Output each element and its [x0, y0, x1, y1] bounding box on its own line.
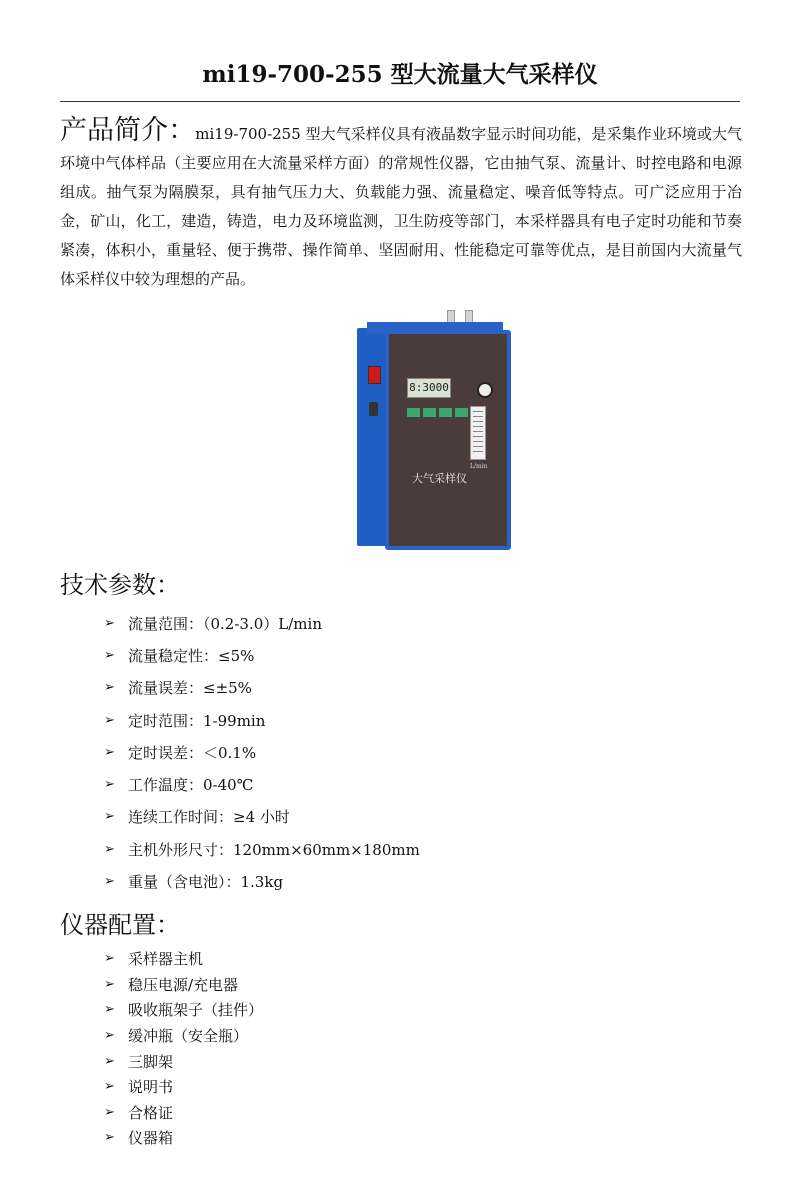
specs-list — [104, 607, 420, 898]
flow-unit: L/min — [470, 463, 488, 470]
bullet-arrow-icon: ➢ — [104, 841, 115, 857]
air-sampler-image — [357, 310, 507, 548]
spec-item: ➢ 流量范围：（0.2-3.0）L/min — [104, 614, 322, 633]
control-buttons — [407, 408, 468, 417]
device-button — [455, 408, 468, 417]
bullet-arrow-icon: ➢ — [104, 809, 115, 825]
config-item: ➢ 缓冲瓶（安全瓶） — [104, 1027, 249, 1046]
spec-item: ➢ 定时误差：＜0.1% — [104, 743, 257, 762]
bullet-arrow-icon: ➢ — [104, 951, 115, 967]
charging-port — [369, 402, 378, 416]
config-heading: 仪器配置： — [60, 911, 180, 939]
device-front-panel — [385, 330, 511, 550]
config-item: ➢ 吸收瓶架子（挂件） — [104, 1001, 264, 1020]
spec-item: ➢ 流量误差：≤±5% — [104, 679, 252, 698]
bullet-arrow-icon: ➢ — [104, 712, 115, 728]
bullet-arrow-icon: ➢ — [104, 874, 115, 890]
bullet-arrow-icon: ➢ — [104, 680, 115, 696]
config-item: ➢ 三脚架 — [104, 1052, 174, 1071]
bullet-arrow-icon: ➢ — [104, 1002, 115, 1018]
device-button — [423, 408, 436, 417]
bullet-arrow-icon: ➢ — [104, 976, 115, 992]
config-item: ➢ 说明书 — [104, 1078, 174, 1097]
config-item: ➢ 稳压电源/充电器 — [104, 975, 239, 994]
bullet-arrow-icon: ➢ — [104, 1028, 115, 1044]
config-list — [104, 946, 263, 1151]
device-button — [407, 408, 420, 417]
power-switch — [368, 366, 381, 384]
intro-paragraph — [60, 116, 742, 294]
specs-heading: 技术参数： — [60, 571, 180, 599]
bullet-arrow-icon: ➢ — [104, 647, 115, 663]
spec-item: ➢ 工作温度：0-40℃ — [104, 776, 254, 795]
device-button — [439, 408, 452, 417]
flow-meter — [470, 406, 486, 460]
flow-knob — [477, 382, 493, 398]
spec-item: ➢ 流量稳定性：≤5% — [104, 646, 255, 665]
config-item: ➢ 采样器主机 — [104, 950, 204, 969]
spec-item: ➢ 连续工作时间：≥4 小时 — [104, 808, 290, 827]
spec-item: ➢ 主机外形尺寸：120mm×60mm×180mm — [104, 840, 420, 859]
intro-heading: 产品简介： — [60, 115, 196, 146]
bullet-arrow-icon: ➢ — [104, 1053, 115, 1069]
bullet-arrow-icon: ➢ — [104, 777, 115, 793]
device-label: 大气采样仪 — [412, 472, 467, 485]
bullet-arrow-icon: ➢ — [104, 1079, 115, 1095]
config-item: ➢ 合格证 — [104, 1103, 174, 1122]
page-title: mi19-700-255 型大流量大气采样仪 — [202, 61, 598, 88]
config-item: ➢ 仪器箱 — [104, 1129, 174, 1148]
bullet-arrow-icon: ➢ — [104, 744, 115, 760]
bullet-arrow-icon: ➢ — [104, 615, 115, 631]
bullet-arrow-icon: ➢ — [104, 1130, 115, 1146]
title-divider — [60, 101, 740, 102]
lcd-display: 8:3000 — [407, 378, 451, 398]
spec-item: ➢ 定时范围：1-99min — [104, 711, 266, 730]
spec-item: ➢ 重量（含电池）：1.3kg — [104, 873, 284, 892]
bullet-arrow-icon: ➢ — [104, 1104, 115, 1120]
intro-text: mi19-700-255 型大气采样仪具有液晶数字显示时间功能，是采集作业环境或大气环境中气体样品（主要应用在大流量采样方面）的常规性仪器，它由抽气泵、流量计、时控电路和电源组成。抽气泵为隔膜泵，具有抽气压力大、负载能力强、流量稳定、噪音低等特点。可广泛应用于冶金，矿山，化工，建造，铸造，电力及环境监测，卫生防疫等部门，本采样器具有电子定时功能和节奏紧凑，体积小，重量轻、便于携带、操作简单、坚固耐用、性能稳定可靠等优点，是目前国内大流量气体采样仪中较为理想的产品。 — [60, 125, 743, 288]
